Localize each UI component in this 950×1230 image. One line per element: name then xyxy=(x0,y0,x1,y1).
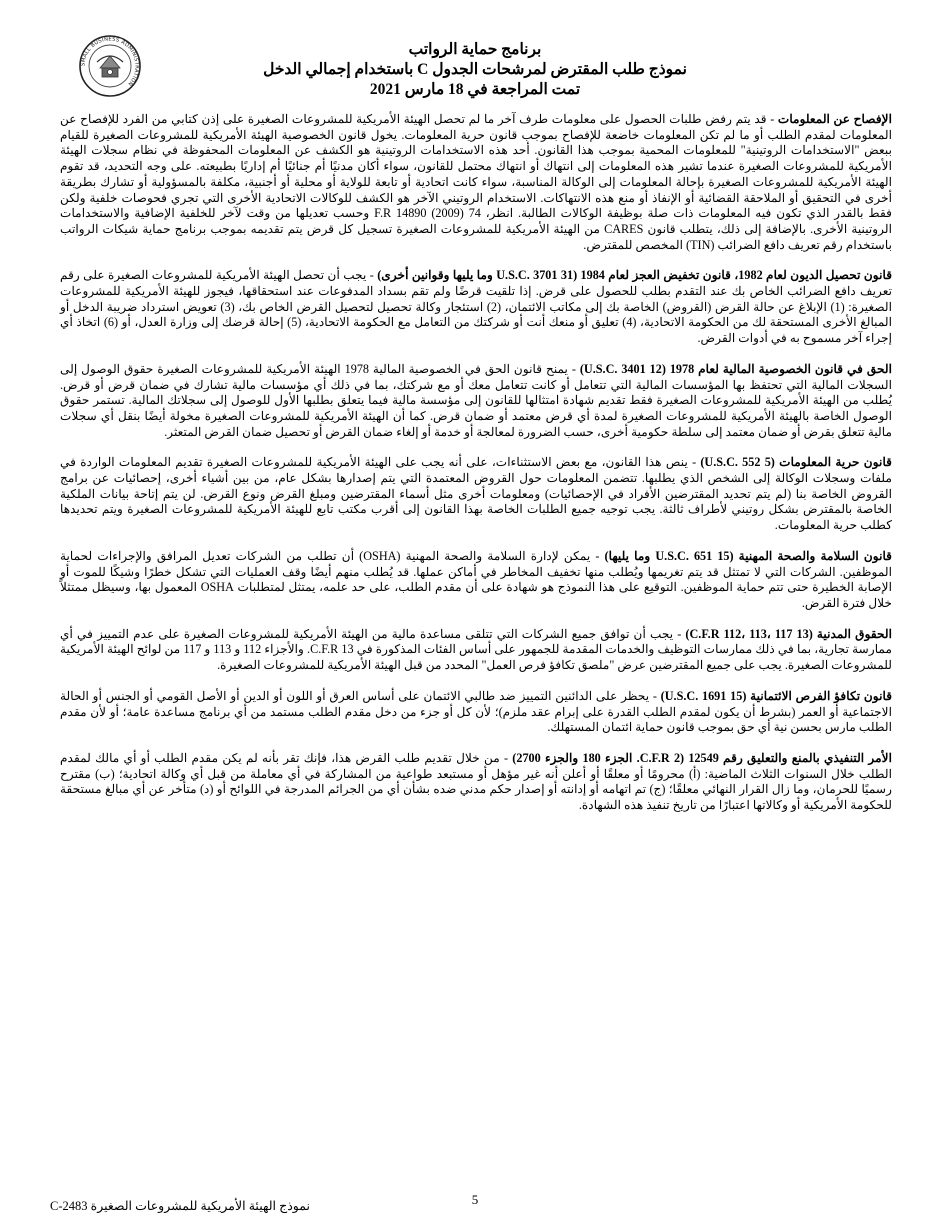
section-title: قانون تكافؤ الفرص الائتمانية (15 U.S.C. 1691) xyxy=(660,688,893,703)
form-number-label: نموذج الهيئة الأمريكية للمشروعات الصغيرة 2483-C xyxy=(50,1199,310,1213)
program-title: برنامج حماية الرواتب xyxy=(408,41,542,58)
section-debarment-suspension-order xyxy=(60,751,892,814)
section-information-disclosure xyxy=(60,112,892,253)
section-title: قانون حرية المعلومات (5 U.S.C. 552) xyxy=(700,455,892,470)
section-text: - يمكن لإدارة السلامة والصحة المهنية (OSHA) أن تطلب من الشركات تعديل المرافق والإجراءات لحماية الموظفين. الشركات التي لا تمتثل قد يتم تغريمها ويُطلب منها تخفيف المخاطر في أماكن عملها. قد يُطلب منهم أيضًا وقف العمليات التي تشكل خطرًا وشيكًا للموت أو الإصابة الخطيرة حتى تتم حماية الموظفين. التوقيع على هذا النموذج هو شهادة على أن مقدم الطلب، على حد علمه، يمتثل لمتطلبات OSHA المعمول بها، وسيظل ممتثلاً خلال فترة القرض. xyxy=(60,548,892,610)
section-text: - يجب أن توافق جميع الشركات التي تتلقى مساعدة مالية من الهيئة الأمريكية للمشروعات الصغيرة على عدم التمييز في أي ممارسة تجارية، بما في ذلك ممارسات التوظيف والخدمات المقدمة للجمهور على أساس الفئات المذكورة في 13 C.F.R. والأجزاء 112 و 113 و 117 من لوائح الهيئة الأمريكية للمشروعات الصغيرة. يجب على جميع المقترضين عرض "ملصق تكافؤ فرص العمل" المحدد من قبل الهيئة الأمريكية للمشروعات الصغيرة. xyxy=(60,626,892,673)
form-subtitle: نموذج طلب المقترض لمرشحات الجدول C باستخدام إجمالي الدخل xyxy=(263,61,687,78)
section-civil-rights xyxy=(60,627,892,674)
section-freedom-of-information-act xyxy=(60,455,892,534)
section-text: - يمنح قانون الحق في الخصوصية المالية 1978 الهيئة الأمريكية للمشروعات الصغيرة حقوق الوصول إلى السجلات المالية التي تحتفظ بها المؤسسات المالية التي تتعامل أو كانت تتعامل معك أو مع شركتك، بما في ذلك أي مؤسسات مالية تشارك في ضمان قرض أو قرض. يُطلب من الهيئة الأمريكية للمشروعات الصغيرة فقط تقديم شهادة امتثالها للقانون إلى مؤسسة مالية فيما يتعلق بطلبها الأول للوصول إلى سجلاتك المالية. تستمر حقوق الوصول الخاصة بالهيئة الأمريكية للمشروعات الصغيرة لمدة أي قرض معتمد أو ضمان قرض. كما أن الهيئة الأمريكية للمشروعات الصغيرة مخولة أيضًا بنقل أي سجلات مالية تتعلق بقرض أو ضمان معتمد إلى سلطة حكومية أخرى، حسب الضرورة لمعالجة أو خدمة أو إلغاء ضمان القرض أو تحصيل ضمان القرض المتعثر. xyxy=(60,361,892,439)
section-financial-privacy-act xyxy=(60,362,892,441)
section-text: - قد يتم رفض طلبات الحصول على معلومات طرف آخر ما لم تحصل الهيئة الأمريكية للمشروعات الصغيرة على إذن كتابي من الفرد للإفصاح عن المعلومات لمقدم الطلب أو ما لم تكن المعلومات خاضعة للإفصاح بموجب قانون حرية المعلومات. يخول قانون الخصوصية الهيئة الأمريكية للمشروعات الصغيرة للقيام ببعض "الاستخدامات الروتينية" للمعلومات المحمية بموجب هذا القانون. أحد هذه الاستخدامات الروتينية هو الكشف عن المعلومات المحفوظة في نظام سجلات الهيئة الأمريكية للمشروعات الصغيرة عندما تشير هذه المعلومات إلى انتهاك أو انتهاك محتمل للقانون، سواء أكان مدنيًا أم جنائيًا أم إداريًا بطبيعته. على وجه التحديد، قد تقوم الهيئة الأمريكية للمشروعات الصغيرة بإحالة المعلومات إلى الوكالة المناسبة، سواء كانت اتحادية أو تابعة للولاية أو محلية أو أجنبية، مكلفة بالمسؤولية أو تشارك بطريقة أخرى في التحقيق أو الملاحقة القضائية أو الإنفاذ أو منع هذه الانتهاكات. الاستخدام الروتيني الآخر هو الكشف للوكالات الاتحادية الأخرى التي تجري فحوصات خلفية ولكن فقط بالقدر الذي تكون فيه المعلومات ذات صلة بوظيفة الوكالات الطالبة. انظر، 74 F.R 14890 (2009) وحسب تعديلها من وقت لآخر للخلفية الإضافية والاستخدامات الروتينية الأخرى. بالإضافة إلى ذلك، يتطلب قانون CARES من الهيئة الأمريكية للمشروعات الصغيرة تسجيل كل قرض يتم تقديمه بموجب برنامج حماية شيكات الرواتب باستخدام رقم تعريف دافع الضرائب (TIN) المخصص للمقترض. xyxy=(60,112,892,252)
section-title: الأمر التنفيذي بالمنع والتعليق رقم 12549 (2 C.F.R. الجزء 180 والجزء 2700) xyxy=(512,750,892,765)
section-title: الحقوق المدنية (13 C.F.R 112، 113، 117) xyxy=(685,626,892,641)
section-title: الإفصاح عن المعلومات xyxy=(777,112,892,126)
page-number: 5 xyxy=(471,1192,479,1207)
section-debt-collection-act xyxy=(60,268,892,347)
section-title: قانون تحصيل الديون لعام 1982، قانون تخفيض العجز لعام 1984 (31 U.S.C. 3701 وما يليها وقوانين أخرى) xyxy=(377,268,893,283)
section-text: - يجب أن تحصل الهيئة الأمريكية للمشروعات الصغيرة على رقم تعريف دافع الضرائب الخاص بك عند التقدم بطلب للحصول على قرض. إذا تلقيت قرضًا ولم تقم بسداد المدفوعات عند استحقاقها، فيجوز للهيئة الأمريكية للمشروعات الصغيرة: (1) الإبلاغ عن حالة القرض (القروض) الخاصة بك إلى مكاتب الائتمان، (2) استئجار وكالة تحصيل لتحصيل القرض الخاص بك، (3) تعويض استرداد ضريبة الدخل أو المبالغ الأخرى المستحقة لك من الحكومة الاتحادية، (4) تعليق أو منعك أنت أو شركتك من التعامل مع الحكومة الاتحادية، (5) إحالة قرضك إلى وزارة العدل، أو (6) اتخاذ أي إجراء آخر مسموح به في أدوات القرض. xyxy=(60,268,893,346)
section-title: قانون السلامة والصحة المهنية (15 U.S.C. 651 وما يليها) xyxy=(604,548,893,563)
document-header xyxy=(200,40,750,100)
section-equal-credit-opportunity-act xyxy=(60,689,892,736)
sba-seal-icon xyxy=(78,34,142,98)
section-text: - من خلال تقديم طلب القرض هذا، فإنك تقر بأنه لم يكن مقدم الطلب أو أي مالك لمقدم الطلب خلال السنوات الثلاث الماضية: (أ) محرومًا أو معلقًا أو أعلن أنه غير مؤهل أو مستبعد طواعية من المشاركة في أي معاملة من قبل أي وكالة اتحادية؛ (ب) مقترح رسميًا للحرمان، وما زال القرار النهائي معلقًا؛ (ج) تم اتهامه أو إدانته أو إصدار حكم مدني ضده بشأن أي من الجرائم المدرجة في اللوائح أو (د) متأخر عن أي مبالغ مستحقة للحكومة الأمريكية أو وكالاتها اعتبارًا من تاريخ تنفيذ هذه الشهادة. xyxy=(60,750,892,813)
section-occupational-safety-act xyxy=(60,549,892,612)
document-body xyxy=(60,112,892,829)
section-text: - يحظر على الدائنين التمييز ضد طالبي الائتمان على أساس العرق أو اللون أو الدين أو الأصل القومي أو الجنس أو الحالة الاجتماعية أو العمر (بشرط أن يكون لمقدم الطلب القدرة على إبرام عقد ملزم)؛ لأن كل أو جزء من دخل مقدم الطلب مستمد من أي برنامج مساعدة عامة؛ أو لأن مقدم الطلب مارس بحسن نية أي حق بموجب قانون حماية ائتمان المستهلك. xyxy=(60,688,892,735)
svg-text:SMALL BUSINESS ADMINISTRATION: SMALL BUSINESS ADMINISTRATION xyxy=(80,36,140,87)
section-title: الحق في قانون الخصوصية المالية لعام 1978 (12 U.S.C. 3401) xyxy=(579,361,893,376)
section-text: - ينص هذا القانون، مع بعض الاستثناءات، على أنه يجب على الهيئة الأمريكية للمشروعات الصغيرة تقديم المعلومات الواردة في ملفات وسجلات الوكالة إلى الشخص الذي يطلبها. تتضمن المعلومات حول القروض المعتمدة التي يتم إصدارها بشكل عام، من بين أشياء أخرى، إحصائيات عن برامج القروض الخاصة بنا (لم يتم تحديد المقترضين الأفراد في الإحصائيات) ومعلومات أخرى مثل أسماء المقترضين ومبلغ القرض ونوع القرض. لن يتم إتاحة بيانات الملكية الخاصة بالمقترض بشكل روتيني لأطراف ثالثة. يجب توجيه جميع الطلبات الخاصة بهذا القانون إلى أقرب مكتب تابع للهيئة الأمريكية للمشروعات الصغيرة ويتم تحديدها كطلب حرية المعلومات. xyxy=(60,455,892,533)
revision-date: تمت المراجعة في 18 مارس 2021 xyxy=(369,81,581,98)
